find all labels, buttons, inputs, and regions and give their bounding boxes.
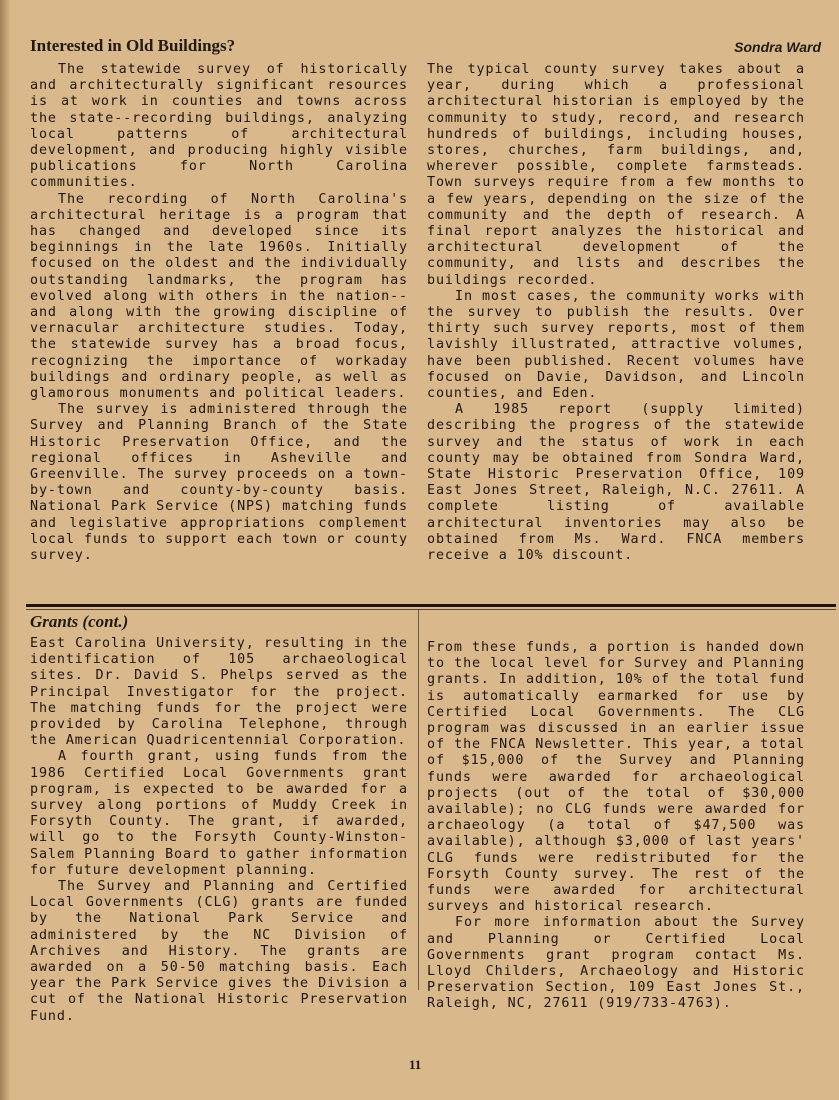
paragraph: East Carolina University, resulting in the identification of 105 archaeological sites. Dr. David S. Phelps served as the Principal Investigator for the project. The matching funds for the project were provided by Carolina Telephone, through the American Quadricentennial Corporation. (30, 636, 408, 749)
paragraph: The Survey and Planning and Certified Local Governments (CLG) grants are funded by the National Park Service and administered by the NC Division of Archives and History. The grants are awarded on a 50-50 matching basis. Each year the Park Service gives the Division a cut of the National Historic Preservation Fund. (30, 879, 408, 1024)
column-divider (418, 610, 419, 990)
old-buildings-left-column (30, 62, 408, 564)
old-buildings-right-column (427, 62, 805, 564)
page-number: 11 (409, 1057, 422, 1072)
paragraph: The survey is administered through the Survey and Planning Branch of the State Historic Preservation Office, and the regional offices in Asheville and Greenville. The survey proceeds on a town-by-town and county-by-county basis. National Park Service (NPS) matching funds and legislative appropriations complement local funds to support each town or county survey. (30, 402, 408, 564)
article-byline: Sondra Ward (734, 39, 821, 55)
article-title-grants: Grants (cont.) (30, 612, 129, 631)
paragraph: From these funds, a portion is handed down to the local level for Survey and Planning grants. In addition, 10% of the total fund is automatically earmarked for use by Certified Local Governments. The CLG program was discussed in an earlier issue of the FNCA Newsletter. This year, a total of $15,000 of the Survey and Planning funds were awarded for archaeological projects (out of the total of $30,000 available); no CLG funds were awarded for archaeology (a total of $47,500 was available), although $3,000 of last years' CLG funds were redistributed for the Forsyth County survey. The rest of the funds were awarded for architectural surveys and historical research. (427, 640, 805, 915)
paragraph: For more information about the Survey and Planning or Certified Local Governments grant program contact Ms. Lloyd Childers, Archaeology and Historic Preservation Section, 109 East Jones St., Raleigh, NC, 27611 (919/733-4763). (427, 915, 805, 1012)
paragraph: In most cases, the community works with the survey to publish the results. Over thirty such survey reports, most of them lavishly illustrated, attractive volumes, have been published. Recent volumes have focused on Davie, Davidson, and Lincoln counties, and Eden. (427, 288, 805, 402)
paragraph: The typical county survey takes about a year, during which a professional architectural historian is employed by the community to study, record, and research hundreds of buildings, including houses, stores, churches, farm buildings, and, wherever possible, complete farmsteads. Town surveys require from a few months to a few years, depending on the size of the community and the depth of research. A final report analyzes the historical and architectural development of the community, and lists and describes the buildings recorded. (427, 62, 805, 288)
article-title-old-buildings: Interested in Old Buildings? (30, 36, 236, 55)
section-divider-thin-rule (26, 609, 836, 610)
paragraph: The statewide survey of historically and architecturally significant resources is at work in counties and towns across the state--recording buildings, analyzing local patterns of architectural development, and producing highly visible publications for North Carolina communities. (30, 62, 408, 191)
paragraph: A 1985 report (supply limited) describing the progress of the statewide survey and the status of work in each county may be obtained from Sondra Ward, State Historic Preservation Office, 109 East Jones Street, Raleigh, N.C. 27611. A complete listing of available architectural inventories may also be obtained from Ms. Ward. FNCA members receive a 10% discount. (427, 402, 805, 564)
section-divider-rule (26, 604, 836, 607)
paragraph: A fourth grant, using funds from the 1986 Certified Local Governments grant program, is expected to be awarded for a survey along portions of Muddy Creek in Forsyth County. The grant, if awarded, will go to the Forsyth County-Winston-Salem Planning Board to gather information for future development planning. (30, 749, 408, 878)
grants-left-column (30, 636, 408, 1025)
page-edge (0, 0, 10, 1100)
paragraph: The recording of North Carolina's architectural heritage is a program that has changed and developed since its beginnings in the late 1960s. Initially focused on the oldest and the individually outstanding landmarks, the program has evolved along with others in the nation--and along with the growing discipline of vernacular architecture studies. Today, the statewide survey has a broad focus, recognizing the importance of workaday buildings and ordinary people, as well as glamorous monuments and political leaders. (30, 191, 408, 402)
grants-right-column (427, 640, 805, 1013)
